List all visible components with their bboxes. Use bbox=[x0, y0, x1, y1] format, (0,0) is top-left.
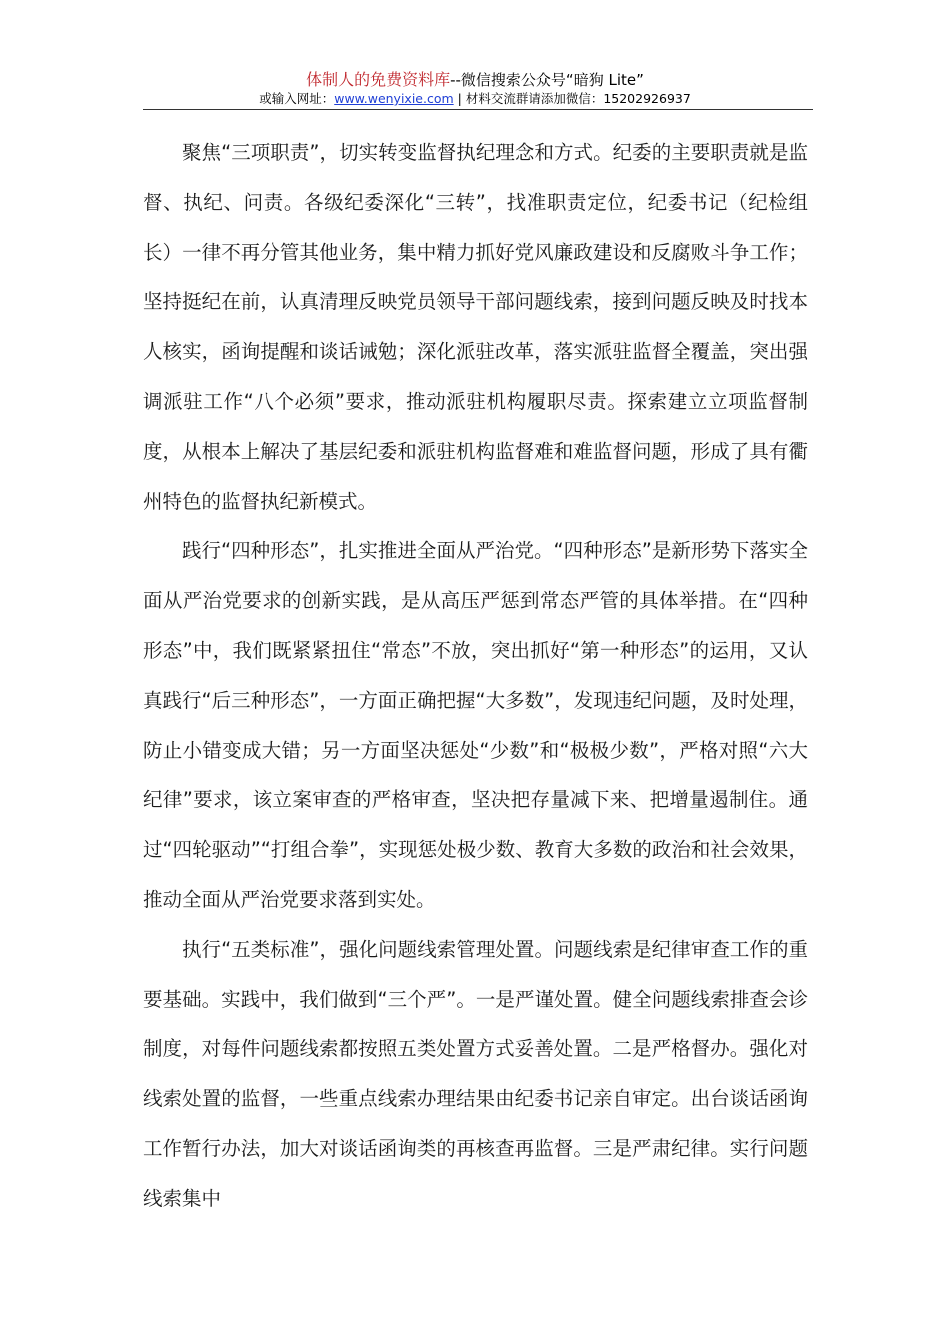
paragraph-four-forms: 践行“四种形态”，扎实推进全面从严治党。“四种形态”是新形势下落实全面从严治党要求的创新实践，是从高压严惩到常态严管的具体举措。在“四种形态”中，我们既紧紧扭住“常态”不放，突出抓好“第一种形态”的运用，又认真践行“后三种形态”，一方面正确把握“大多数”，发现违纪问题，及时处理，防止小错变成大错；另一方面坚决惩处“少数”和“极极少数”，严格对照“六大纪律”要求，该立案审查的严格审查，坚决把存量减下来、把增量遏制住。通过“四轮驱动”“打组合拳”，实现惩处极少数、教育大多数的政治和社会效果，推动全面从严治党要求落到实处。 bbox=[143, 539, 808, 911]
page-header bbox=[0, 70, 950, 108]
header-divider bbox=[143, 109, 813, 110]
contact-info: | 材料交流群请添加微信：15202926937 bbox=[453, 91, 691, 106]
paragraph-five-standards: 执行“五类标准”，强化问题线索管理处置。问题线索是纪律审查工作的重要基础。实践中，我们做到“三个严”。一是严谨处置。健全问题线索排查会诊制度，对每件问题线索都按照五类处置方式妥善处置。二是严格督办。强化对线索处置的监督，一些重点线索办理结果由纪委书记亲自审定。出台谈话函询工作暂行办法，加大对谈话函询类的再核查再监督。三是严肃纪律。实行问题线索集中 bbox=[143, 937, 808, 1210]
url-prefix: 或输入网址： bbox=[259, 91, 335, 106]
header-title: 体制人的免费资料库 bbox=[306, 70, 451, 89]
header-contact-line bbox=[0, 90, 950, 108]
website-link[interactable]: www.wenyixie.com bbox=[334, 91, 454, 106]
document-body bbox=[143, 128, 808, 1224]
header-banner bbox=[0, 70, 950, 90]
paragraph-supervision-duties: 聚焦“三项职责”，切实转变监督执纪理念和方式。纪委的主要职责就是监督、执纪、问责。各级纪委深化“三转”，找准职责定位，纪委书记（纪检组长）一律不再分管其他业务，集中精力抓好党风廉政建设和反腐败斗争工作；坚持挺纪在前，认真清理反映党员领导干部问题线索，接到问题反映及时找本人核实，函询提醒和谈话诫勉；深化派驻改革，落实派驻监督全覆盖，突出强调派驻工作“八个必须”要求，推动派驻机构履职尽责。探索建立立项监督制度，从根本上解决了基层纪委和派驻机构监督难和难监督问题，形成了具有衢州特色的监督执纪新模式。 bbox=[143, 141, 808, 513]
header-subtitle: --微信搜索公众号“暗狗 Lite” bbox=[450, 71, 644, 89]
